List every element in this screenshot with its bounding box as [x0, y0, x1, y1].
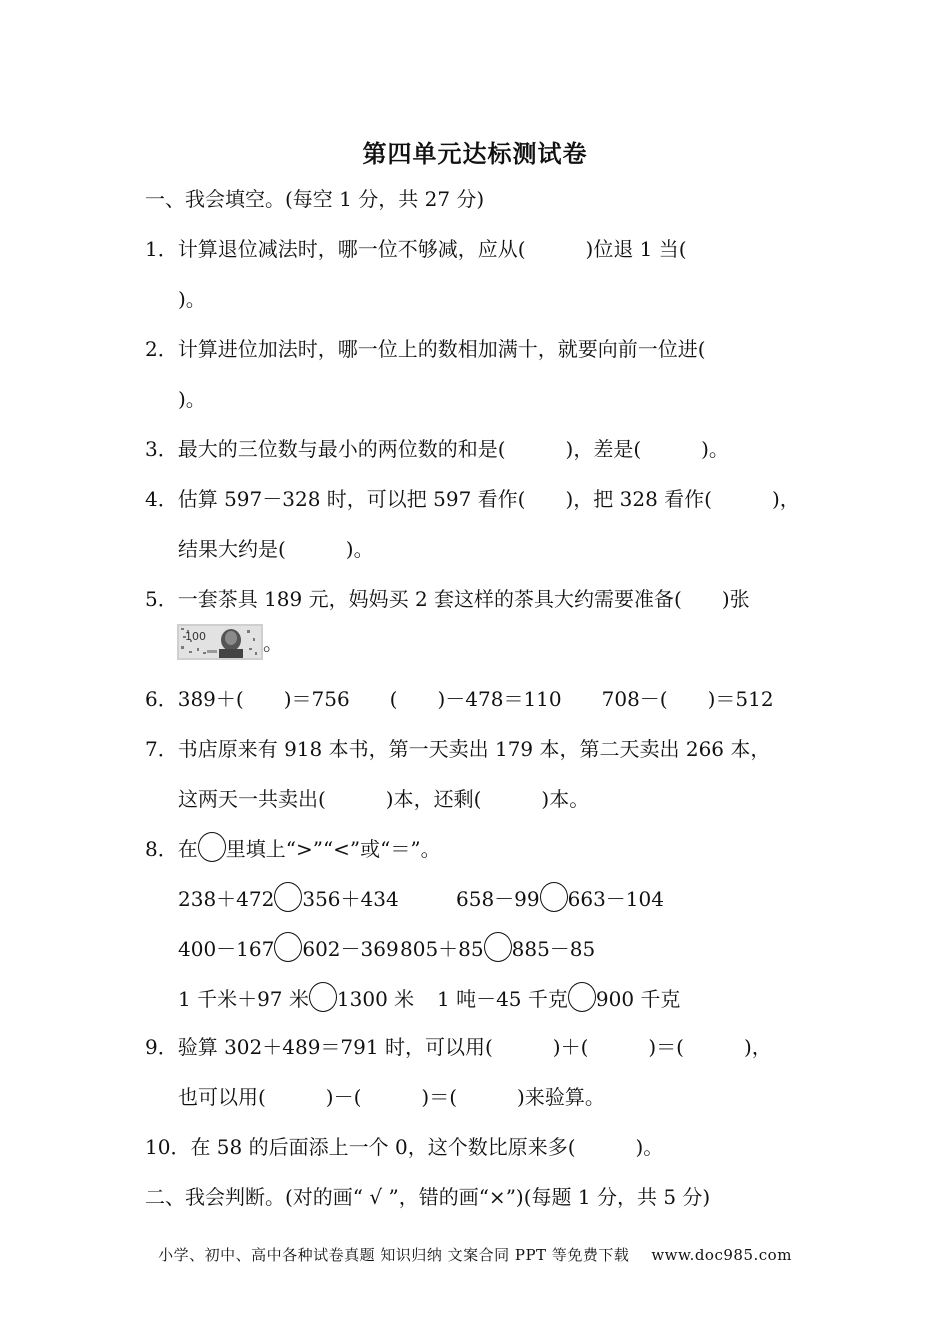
question-5-line-2 [145, 624, 283, 660]
question-7-line-2: 这两天一共卖出( )本，还剩( )本。 [178, 787, 590, 811]
question-2-line-1: 2．计算进位加法时，哪一位上的数相加满十，就要向前一位进( [145, 337, 706, 361]
expr-left: 658－99 [456, 887, 540, 911]
banknote-100-yuan-icon [177, 624, 263, 660]
question-8-row-1a [178, 882, 399, 914]
expr-left: 805＋85 [400, 937, 484, 961]
footer [0, 1244, 950, 1265]
question-1-line-2: )。 [178, 287, 206, 311]
expr-left: 1 千米＋97 米 [178, 987, 309, 1011]
expr-left: 1 吨－45 千克 [437, 987, 568, 1011]
compare-circle-input[interactable] [274, 932, 302, 962]
compare-circle-input[interactable] [540, 882, 568, 912]
question-8-row-3b [437, 982, 680, 1014]
question-3: 3．最大的三位数与最小的两位数的和是( )，差是( )。 [145, 437, 729, 461]
question-8-intro-text-a: 8．在 [145, 837, 198, 861]
question-7-line-1: 7．书店原来有 918 本书，第一天卖出 179 本，第二天卖出 266 本， [145, 737, 771, 761]
question-9-line-1: 9．验算 302＋489＝791 时，可以用( )＋( )＝( )， [145, 1035, 772, 1059]
section-1-heading: 一、我会填空。(每空 1 分，共 27 分) [145, 187, 485, 211]
expr-left: 238＋472 [178, 887, 275, 911]
question-10: 10．在 58 的后面添上一个 0，这个数比原来多( )。 [145, 1135, 664, 1159]
question-8-row-1b [456, 882, 664, 914]
footer-text: 小学、初中、高中各种试卷真题 知识归纳 文案合同 PPT 等免费下载 [158, 1246, 630, 1264]
question-8-intro-text-b: 里填上“>”“<”或“＝”。 [225, 837, 441, 861]
compare-circle-input[interactable] [274, 882, 302, 912]
expr-right: 663－104 [567, 887, 664, 911]
question-8-row-2b [400, 932, 595, 964]
footer-url[interactable]: www.doc985.com [651, 1246, 792, 1264]
question-8-intro [145, 832, 441, 864]
compare-circle-icon [198, 832, 226, 862]
compare-circle-input[interactable] [484, 932, 512, 962]
expr-right: 356＋434 [302, 887, 399, 911]
compare-circle-input[interactable] [568, 982, 596, 1012]
expr-right: 602－369 [302, 937, 399, 961]
expr-right: 900 千克 [595, 987, 681, 1011]
expr-left: 400－167 [178, 937, 275, 961]
question-8-row-2a [178, 932, 399, 964]
question-5-line-1: 5．一套茶具 189 元，妈妈买 2 套这样的茶具大约需要准备( )张 [145, 587, 750, 611]
question-4-line-2: 结果大约是( )。 [178, 537, 374, 561]
question-2-line-2: )。 [178, 387, 206, 411]
expr-right: 1300 米 [336, 987, 415, 1011]
question-4-line-1: 4．估算 597－328 时，可以把 597 看作( )，把 328 看作( )， [145, 487, 800, 511]
question-9-line-2: 也可以用( )－( )＝( )来验算。 [178, 1085, 605, 1109]
expr-right: 885－85 [511, 937, 596, 961]
svg-text:100: 100 [185, 630, 206, 643]
question-8-row-3a [178, 982, 414, 1014]
question-1-line-1: 1．计算退位减法时，哪一位不够减，应从( )位退 1 当( [145, 237, 687, 261]
section-2-heading: 二、我会判断。(对的画“ √ ”，错的画“×”)(每题 1 分，共 5 分) [145, 1185, 711, 1209]
question-6: 6．389＋( )＝756 ( )－478＝110 708－( )＝512 [145, 687, 774, 711]
question-5-end: 。 [263, 631, 283, 655]
compare-circle-input[interactable] [309, 982, 337, 1012]
page-title: 第四单元达标测试卷 [362, 140, 588, 168]
